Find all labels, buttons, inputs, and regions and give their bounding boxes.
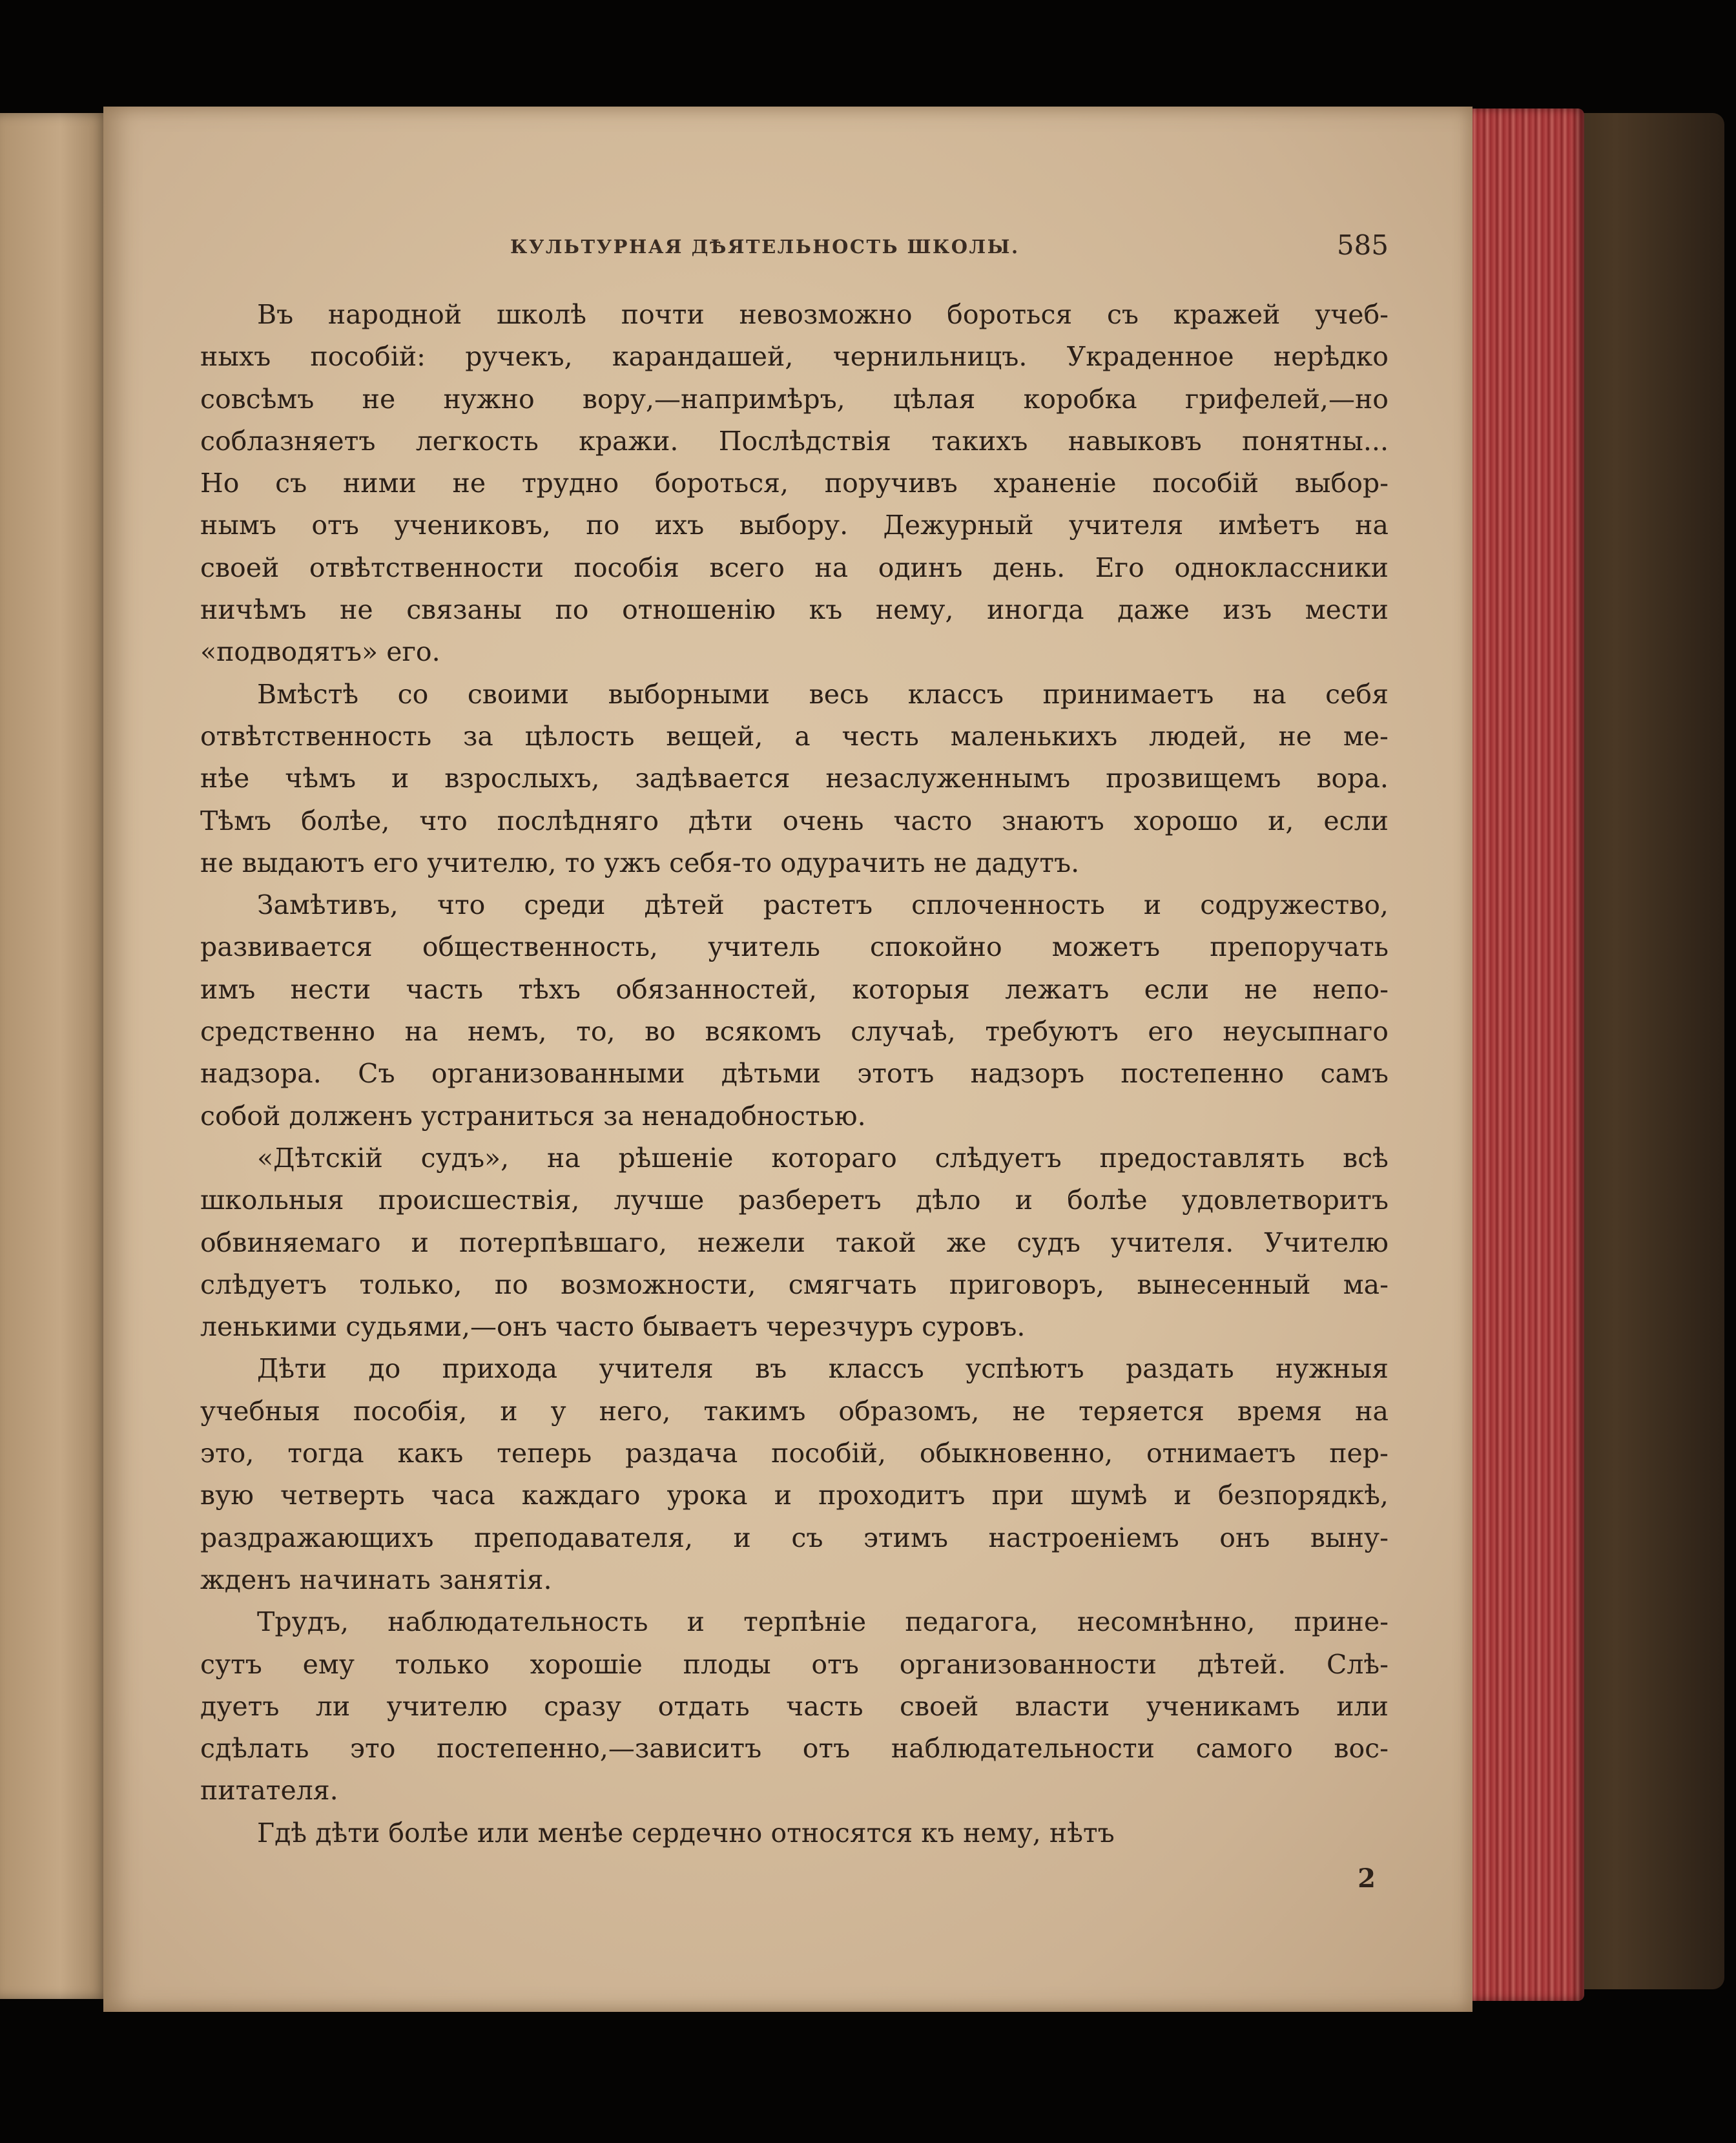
text-line: Дѣти до прихода учителя въ классъ успѣютъ раздать нужныя xyxy=(257,1353,1389,1385)
text-line: Трудъ, наблюдательность и терпѣніе педагога, несомнѣнно, прине- xyxy=(257,1606,1389,1638)
text-line: нѣе чѣмъ и взрослыхъ, задѣвается незаслуженнымъ прозвищемъ вора. xyxy=(200,763,1389,794)
text-line: не выдаютъ его учителю, то ужъ себя-то одурачить не дадутъ. xyxy=(200,847,1080,878)
text-line: раздражающихъ преподавателя, и съ этимъ настроеніемъ онъ выну- xyxy=(200,1522,1389,1553)
text-line: вую четверть часа каждаго урока и проходитъ при шумѣ и безпорядкѣ, xyxy=(200,1480,1389,1511)
body-text xyxy=(200,294,1389,1854)
page-content xyxy=(200,107,1389,2012)
text-line: Гдѣ дѣти болѣе или менѣе сердечно относятся къ нему, нѣтъ xyxy=(257,1817,1115,1848)
text-line: обвиняемаго и потерпѣвшаго, нежели такой же судъ учителя. Учителю xyxy=(200,1227,1389,1258)
text-line: отвѣтственность за цѣлость вещей, а честь маленькихъ людей, не ме- xyxy=(200,720,1389,752)
text-line: имъ нести часть тѣхъ обязанностей, которыя лежатъ если не непо- xyxy=(200,973,1389,1005)
text-line: питателя. xyxy=(200,1775,338,1807)
text-line: развивается общественность, учитель спокойно можетъ препоручать xyxy=(200,931,1389,963)
text-line: совсѣмъ не нужно вору,—напримѣръ, цѣлая коробка грифелей,—но xyxy=(200,383,1389,415)
text-line: дуетъ ли учителю сразу отдать часть своей власти ученикамъ или xyxy=(200,1690,1389,1722)
text-line: сутъ ему только хорошіе плоды отъ организованности дѣтей. Слѣ- xyxy=(200,1648,1389,1680)
text-line: слѣдуетъ только, по возможности, смягчать приговоръ, вынесенный ма- xyxy=(200,1268,1389,1300)
page-edges-red xyxy=(1465,109,1584,2001)
text-line: Но съ ними не трудно бороться, поручивъ храненіе пособій выбор- xyxy=(200,468,1389,499)
text-line: Тѣмъ болѣе, что послѣдняго дѣти очень часто знаютъ хорошо и, если xyxy=(200,805,1389,836)
text-line: жденъ начинать занятія. xyxy=(200,1564,552,1595)
text-line: сдѣлать это постепенно,—зависитъ отъ наблюдательности самого вос- xyxy=(200,1733,1389,1765)
text-line: своей отвѣтственности пособія всего на одинъ день. Его одноклассники xyxy=(200,552,1389,583)
text-line: «Дѣтскій судъ», на рѣшеніе котораго слѣдуетъ предоставлять всѣ xyxy=(257,1142,1389,1174)
text-line: соблазняетъ легкость кражи. Послѣдствія такихъ навыковъ понятны... xyxy=(200,425,1389,457)
book-page xyxy=(103,107,1472,2012)
text-line: нымъ отъ учениковъ, по ихъ выбору. Дежурный учителя имѣетъ на xyxy=(200,510,1389,541)
text-line: надзора. Съ организованными дѣтьми этотъ надзоръ постепенно самъ xyxy=(200,1058,1389,1090)
text-line: средственно на немъ, то, во всякомъ случаѣ, требуютъ его неусыпнаго xyxy=(200,1016,1389,1048)
text-line: ныхъ пособій: ручекъ, карандашей, чернильницъ. Украденное нерѣдко xyxy=(200,341,1389,373)
text-line: это, тогда какъ теперь раздача пособій, обыкновенно, отнимаетъ пер- xyxy=(200,1438,1389,1469)
text-line: учебныя пособія, и у него, такимъ образомъ, не теряется время на xyxy=(200,1395,1389,1427)
text-line: Въ народной школѣ почти невозможно бороться съ кражей учеб- xyxy=(257,299,1389,330)
text-line: ничѣмъ не связаны по отношенію къ нему, иногда даже изъ мести xyxy=(200,594,1389,626)
text-line: собой долженъ устраниться за ненадобностью. xyxy=(200,1100,866,1132)
text-line: школьныя происшествія, лучше разберетъ дѣло и болѣе удовлетворитъ xyxy=(200,1185,1389,1216)
running-head xyxy=(200,229,1389,268)
running-head-title: КУЛЬТУРНАЯ ДѢЯТЕЛЬНОСТЬ ШКОЛЫ. xyxy=(510,236,1020,258)
text-line: Замѣтивъ, что среди дѣтей растетъ сплоченность и содружество, xyxy=(257,889,1389,921)
signature-mark: 2 xyxy=(1358,1863,1376,1894)
text-line: ленькими судьями,—онъ часто бываетъ черезчуръ суровъ. xyxy=(200,1311,1026,1343)
text-line: Вмѣстѣ со своими выборными весь классъ принимаетъ на себя xyxy=(257,678,1389,710)
facing-page-sliver xyxy=(0,113,110,1999)
page-number: 585 xyxy=(1336,229,1389,261)
text-line: «подводятъ» его. xyxy=(200,636,440,668)
